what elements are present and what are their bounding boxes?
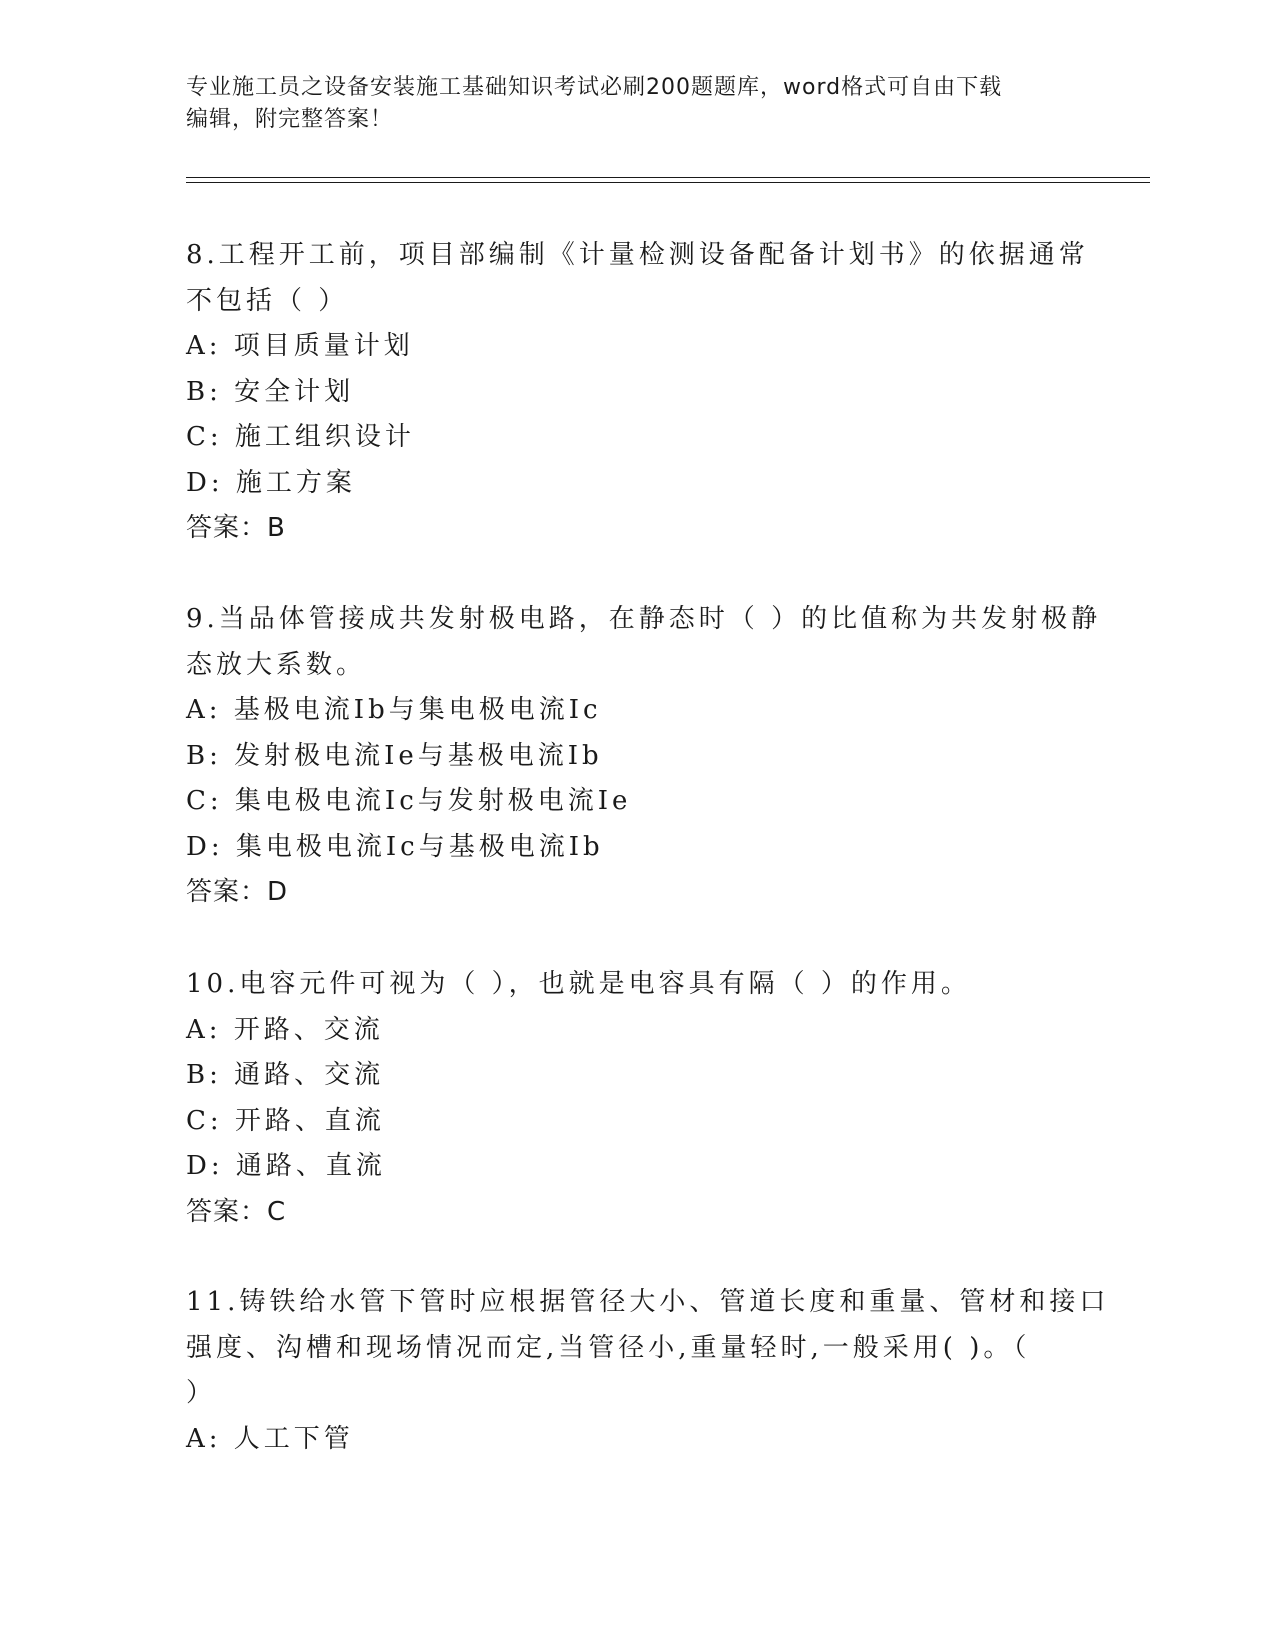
- option-c: C: 开路、直流: [186, 1105, 385, 1136]
- question-stem-line: 9.当品体管接成共发射极电路，在静态时（ ）的比值称为共发射极静: [186, 604, 1102, 634]
- answer-line: 答案：D: [186, 877, 289, 907]
- header-title-line-2: 编辑，附完整答案！: [186, 107, 394, 132]
- option-a: A: 项目质量计划: [186, 331, 414, 361]
- option-b: B: 发射极电流Ie与基极电流Ib: [186, 740, 603, 771]
- option-a: A: 基极电流Ib与集电极电流Ic: [186, 695, 602, 725]
- question-stem-line: 11.铸铁给水管下管时应根据管径大小、管道长度和重量、管材和接口: [186, 1287, 1110, 1317]
- question-8: [186, 233, 1089, 552]
- option-d: D: 通路、直流: [186, 1151, 386, 1181]
- question-stem-line: 态放大系数。: [186, 649, 367, 680]
- option-d: D: 集电极电流Ic与基极电流Ib: [186, 831, 604, 862]
- header-title-line-1: 专业施工员之设备安装施工基础知识考试必刷200题题库，word格式可自由下载: [186, 75, 1003, 100]
- question-stem-line: 不包括（ ）: [186, 285, 349, 316]
- question-stem-line: 10.电容元件可视为（ ），也就是电容具有隔（ ）的作用。: [186, 969, 971, 999]
- header-divider-bottom: [186, 182, 1150, 183]
- option-a: A: 开路、交流: [186, 1014, 384, 1045]
- header-divider-top: [186, 177, 1150, 178]
- option-d: D: 施工方案: [186, 467, 356, 498]
- answer-line: 答案：B: [186, 513, 286, 543]
- document-header: [186, 72, 1066, 136]
- question-9: [186, 597, 1102, 916]
- option-c: C: 集电极电流Ic与发射极电流Ie: [186, 786, 632, 816]
- question-11: [186, 1280, 1110, 1462]
- question-stem-line: 强度、沟槽和现场情况而定,当管径小,重量轻时,一般采用( )。（: [186, 1332, 1031, 1363]
- option-b: B: 安全计划: [186, 376, 355, 407]
- option-a: A: 人工下管: [186, 1423, 354, 1454]
- question-10: [186, 962, 1086, 1235]
- answer-line: 答案：C: [186, 1196, 287, 1227]
- option-b: B: 通路、交流: [186, 1060, 385, 1090]
- option-c: C: 施工组织设计: [186, 422, 415, 452]
- question-stem-line: ）: [186, 1378, 217, 1408]
- question-stem-line: 8.工程开工前，项目部编制《计量检测设备配备计划书》的依据通常: [186, 240, 1089, 270]
